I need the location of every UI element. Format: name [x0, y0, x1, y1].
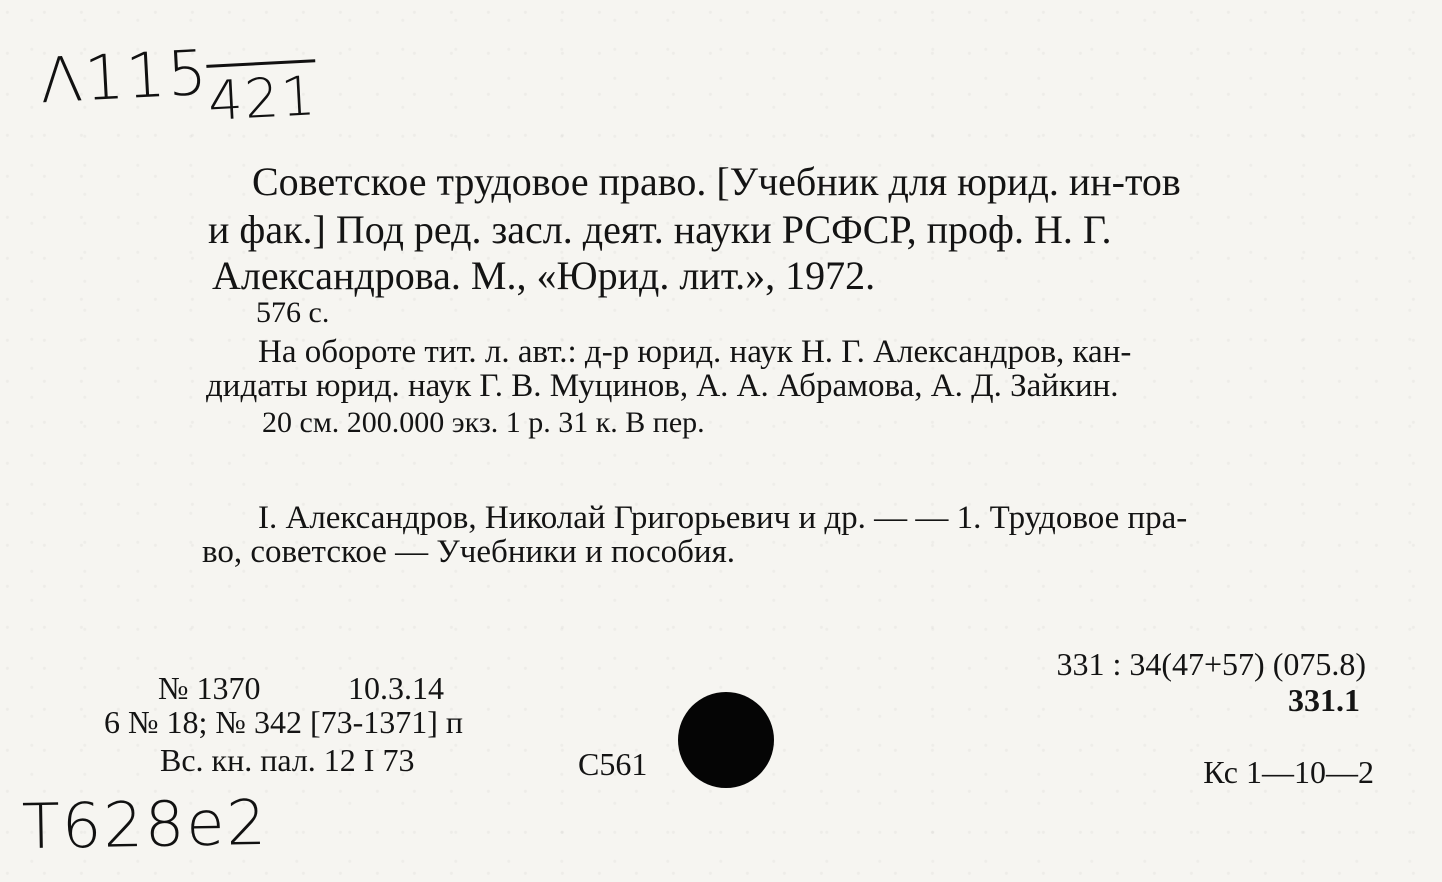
- tracing-line-2: во, советское — Учебники и пособия.: [202, 534, 735, 570]
- page-count: 576 с.: [256, 296, 330, 329]
- title-line-1: Советское трудовое право. [Учебник для юрид. ин-тов: [252, 159, 1181, 204]
- authors-note-line-2: дидаты юрид. наук Г. В. Муцинов, А. А. Абрамова, А. Д. Зайкин.: [206, 368, 1119, 404]
- ks-code: Кс 1—10—2: [1203, 754, 1374, 790]
- author-code: С561: [578, 746, 648, 782]
- book-chamber-ref: Вс. кн. пал. 12 I 73: [160, 742, 415, 778]
- handwritten-shelfmark-fraction: 421: [206, 59, 318, 133]
- title-line-2: и фак.] Под ред. засл. деят. науки РСФСР, проф. Н. Г.: [208, 207, 1112, 252]
- handwritten-call-number: Т628е2: [21, 785, 269, 864]
- udc-classification: 331 : 34(47+57) (075.8): [1056, 646, 1366, 682]
- handwritten-shelfmark: Λ115: [38, 35, 211, 118]
- bbk-classification: 331.1: [1288, 682, 1360, 718]
- card-number: № 1370: [158, 670, 261, 706]
- punch-hole: [678, 692, 774, 788]
- registry-numbers: 6 № 18; № 342 [73-1371] п: [104, 704, 464, 740]
- authors-note-line-1: На обороте тит. л. авт.: д-р юрид. наук Н. Г. Александров, кан-: [258, 334, 1132, 370]
- physical-specs: 20 см. 200.000 экз. 1 р. 31 к. В пер.: [262, 406, 705, 439]
- card-date: 10.3.14: [348, 670, 444, 706]
- title-line-3: Александрова. М., «Юрид. лит.», 1972.: [212, 253, 876, 298]
- tracing-line-1: I. Александров, Николай Григорьевич и др. — — 1. Трудовое пра-: [258, 500, 1188, 536]
